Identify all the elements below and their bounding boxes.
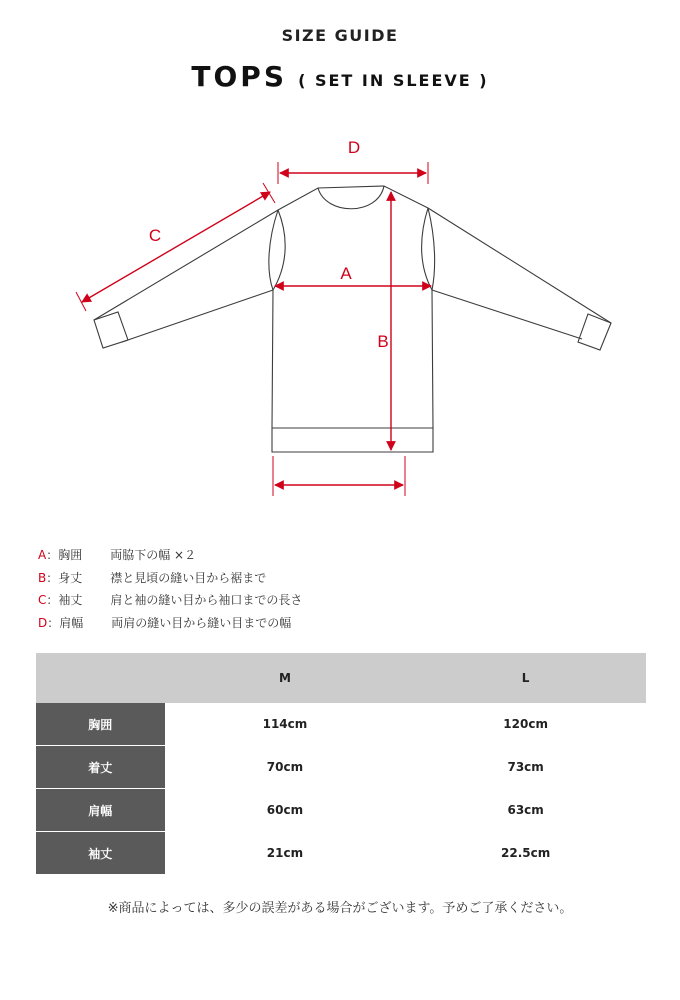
measure-c-line — [82, 192, 270, 302]
legend-desc: 肩と袖の縫い目から袖口までの長さ — [110, 593, 303, 607]
table-row — [36, 832, 646, 875]
right-sleeve — [428, 208, 611, 339]
table-cell: 70cm — [266, 760, 304, 774]
table-row — [36, 746, 646, 789]
table-header-row — [36, 653, 646, 703]
table-row — [36, 789, 646, 832]
legend-key: D — [38, 615, 48, 630]
sweater-body — [269, 186, 435, 428]
title-sub: ( SET IN SLEEVE ) — [298, 71, 489, 90]
legend-desc: 両肩の縫い目から縫い目までの幅 — [111, 615, 292, 630]
label-b: B — [377, 332, 389, 351]
legend-name: 袖丈 — [58, 593, 83, 607]
table-cell: 22.5cm — [501, 845, 551, 860]
table-cell: 73cm — [507, 760, 544, 774]
page-title — [0, 60, 680, 93]
measurement-legend — [38, 544, 302, 634]
table-row — [36, 703, 646, 746]
table-cell: 120cm — [503, 717, 548, 732]
row-header: 胸囲 — [36, 703, 165, 746]
sweater-collar — [318, 186, 384, 209]
legend-row-d — [38, 612, 302, 635]
table-cell: 21cm — [266, 845, 304, 860]
legend-key: C — [38, 593, 47, 607]
legend-desc: 襟と見頃の縫い目から裾まで — [110, 570, 267, 585]
row-header: 着丈 — [36, 746, 165, 789]
sweater-hem — [272, 428, 433, 452]
legend-name: 胸囲 — [58, 548, 83, 562]
label-d: D — [347, 138, 361, 157]
column-header-m: M — [165, 653, 406, 703]
legend-desc: 両脇下の幅 ×２ — [110, 548, 197, 562]
legend-sep: ： — [46, 570, 59, 585]
size-guide-heading: SIZE GUIDE — [281, 26, 399, 45]
legend-key: A — [38, 548, 47, 562]
measure-c-tick-bottom — [76, 292, 86, 311]
legend-key: B — [38, 570, 47, 585]
title-main: TOPS — [191, 60, 287, 93]
legend-name: 身丈 — [58, 570, 83, 585]
legend-row-c — [38, 589, 302, 612]
legend-name: 肩幅 — [59, 615, 84, 630]
label-c: C — [148, 226, 162, 245]
legend-row-a — [38, 544, 302, 567]
garment-diagram — [0, 120, 680, 510]
table-cell: 60cm — [266, 803, 304, 817]
size-table — [36, 653, 646, 874]
column-header-l: L — [405, 653, 646, 703]
label-a: A — [340, 264, 352, 283]
legend-sep: ： — [46, 548, 59, 562]
disclaimer-note: ※商品によっては、多少の誤差がある場合がございます。予めご了承ください。 — [107, 901, 573, 916]
row-header: 肩幅 — [36, 789, 165, 832]
row-header: 袖丈 — [36, 832, 165, 875]
legend-sep: ： — [47, 615, 60, 630]
table-cell: 114cm — [262, 717, 308, 732]
sweater-outline — [94, 186, 611, 452]
legend-sep: ： — [46, 593, 59, 607]
legend-row-b — [38, 567, 302, 590]
table-cell: 63cm — [507, 803, 544, 817]
table-corner-cell — [36, 653, 165, 703]
